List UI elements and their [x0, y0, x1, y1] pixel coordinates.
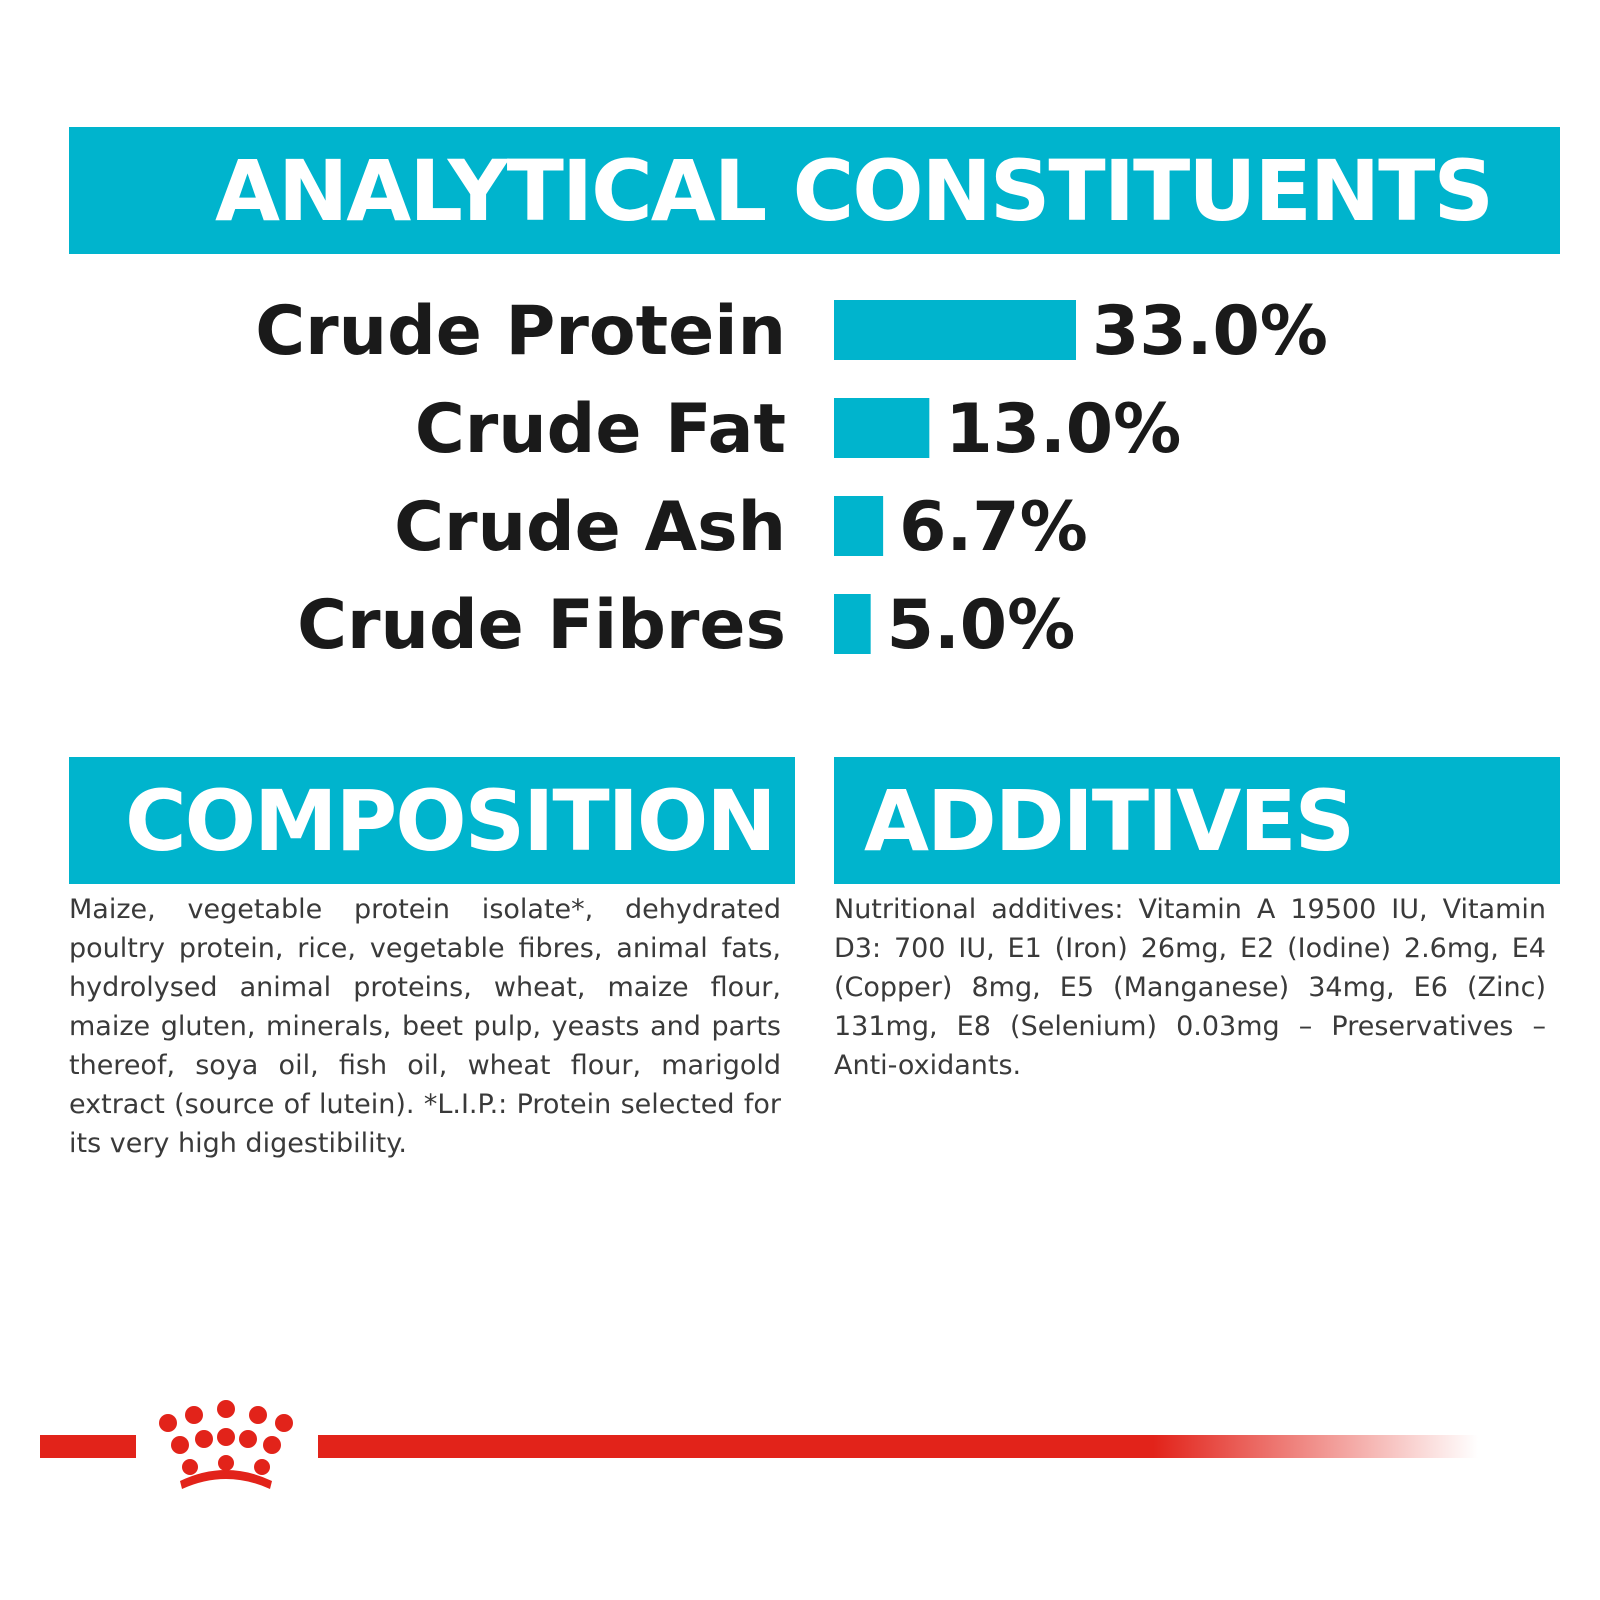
additives-text: Nutritional additives: Vitamin A 19500 IU, Vitamin D3: 700 IU, E1 (Iron) 26mg, E2 (Iodine) 2.6mg, E4 (Copper) 8mg, E5 (Manganese) 34mg, E6 (Zinc) 131mg, E8 (Selenium) 0.03mg – Preservatives – Anti-oxidants. [834, 894, 1546, 1081]
category-label: Crude Protein [255, 292, 786, 371]
value-label: 5.0% [886, 586, 1076, 665]
analytical-constituents-banner [69, 127, 1560, 254]
bar [834, 594, 871, 654]
additives-title: ADDITIVES [864, 771, 1354, 870]
value-label: 13.0% [945, 390, 1182, 469]
additives-banner [834, 757, 1560, 884]
composition-title: COMPOSITION [125, 771, 775, 870]
composition-banner [69, 757, 795, 884]
bar [834, 398, 929, 458]
category-label: Crude Fat [414, 390, 786, 469]
bar [834, 300, 1076, 360]
category-label: Crude Fibres [297, 586, 786, 665]
value-label: 6.7% [899, 488, 1088, 567]
constituents-bar-chart [0, 270, 1600, 680]
footer-line-right [318, 1435, 1478, 1458]
royal-crown-logo-icon [146, 1395, 306, 1495]
bar [834, 496, 883, 556]
composition-text: Maize, vegetable protein isolate*, dehydrated poultry protein, rice, vegetable fibres, animal fats, hydrolysed animal proteins, wheat, maize flour, maize gluten, minerals, beet pulp, yeasts and parts thereof, soya oil, fish oil, wheat flour, marigold extract (source of lutein). *L.I.P.: Protein selected for its very high digestibility. [69, 894, 781, 1159]
footer-line-left [40, 1435, 136, 1458]
value-label: 33.0% [1092, 292, 1328, 371]
analytical-constituents-title: ANALYTICAL CONSTITUENTS [215, 141, 1492, 240]
category-label: Crude Ash [394, 488, 786, 567]
